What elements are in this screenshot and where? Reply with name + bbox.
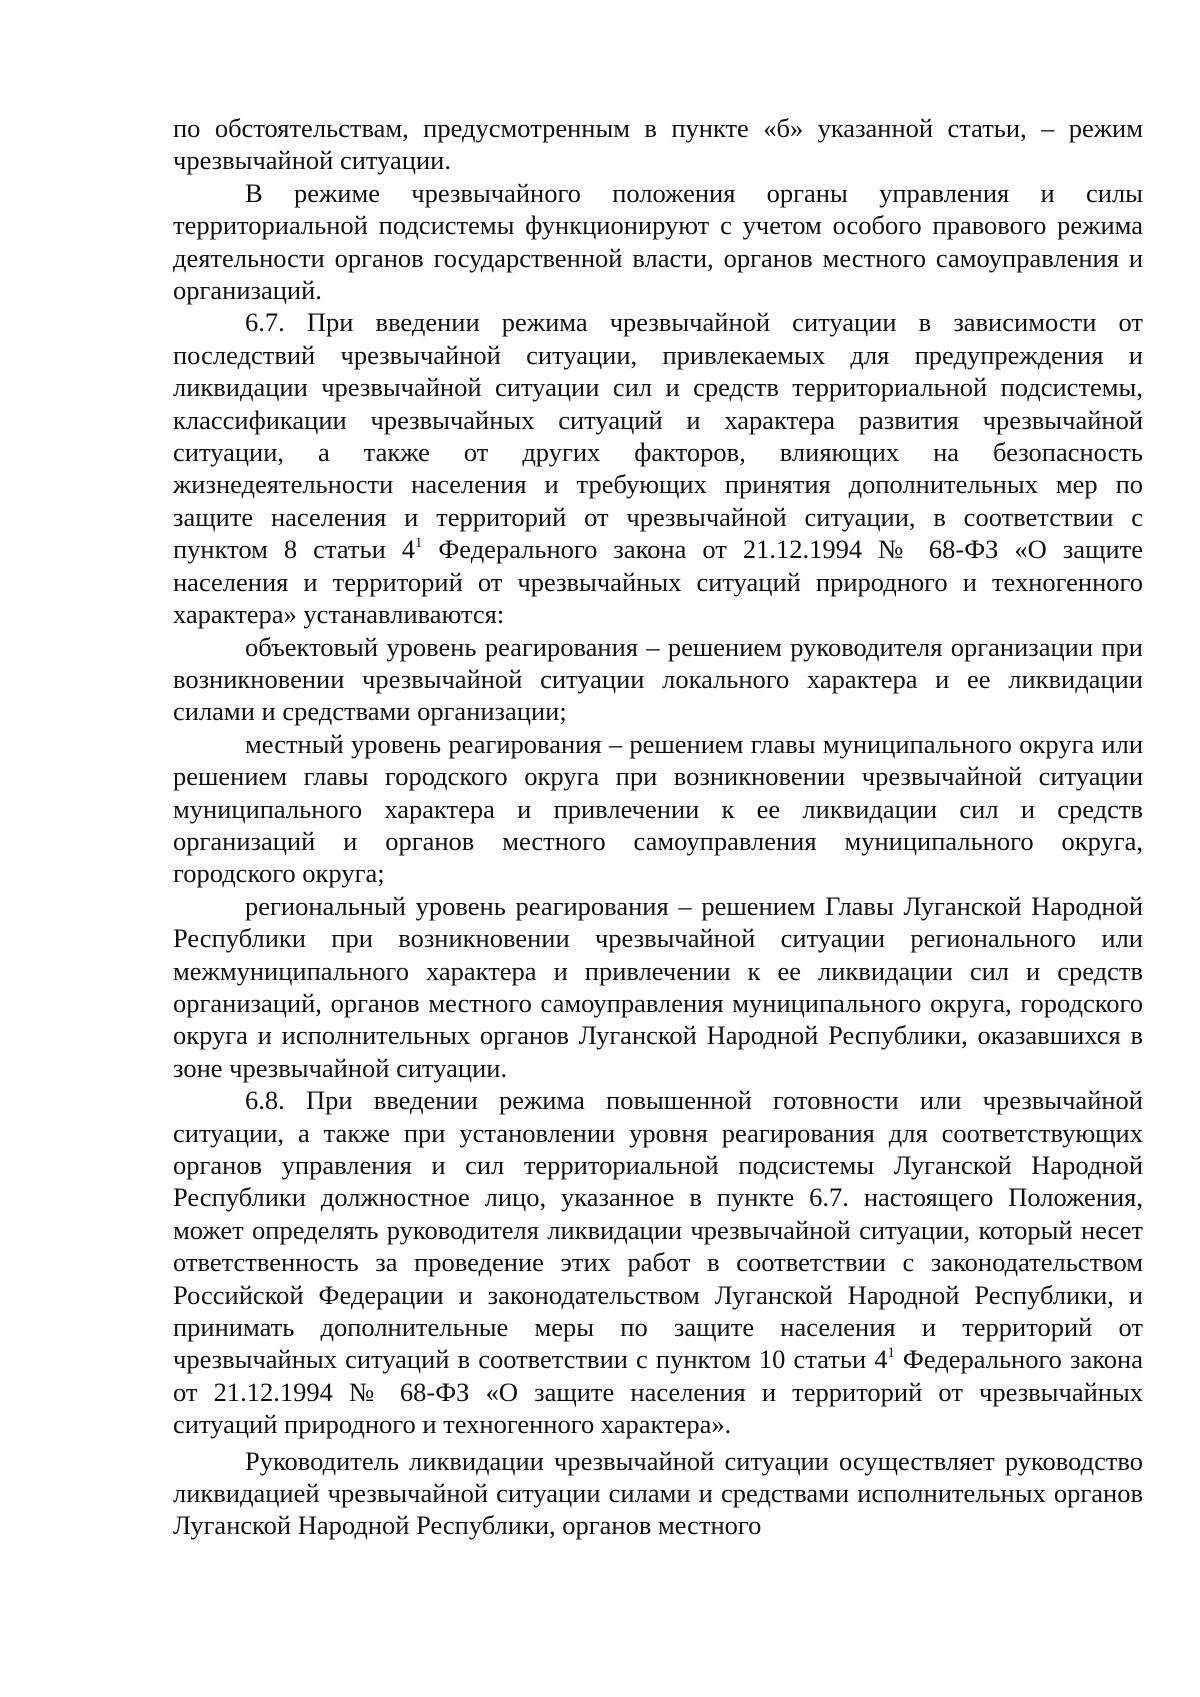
paragraph-6-7-text-before: 6.7. При введении режима чрезвычайной ситуации в зависимости от последствий чрезвычайной ситуации, привлекаемых для предупреждения и ликвидации чрезвычайной ситуации сил и средств территориальной подсистемы, классификации чрезвычайных ситуаций и характера развития чрезвычайной ситуации, а также от других факторов, влияющих на безопасность жизнедеятельности населения и требующих принятия дополнительных мер по защите населения и территорий от чрезвычайной ситуации, в соответствии с пунктом 8 статьи 4 <box>173 307 1143 565</box>
superscript-article-index: 1 <box>415 535 423 552</box>
paragraph-6-7 <box>173 306 1143 630</box>
document-page <box>173 112 1143 1542</box>
paragraph-6-7-text-after: Федерального закона от 21.12.1994 № 68-ФЗ «О защите населения и территорий от чрезвычайных ситуаций природного и техногенного характера» устанавливаются: <box>173 534 1143 630</box>
paragraph-liquidation-head: Руководитель ликвидации чрезвычайной ситуации осуществляет руководство ликвидацией чрезвычайной ситуации силами и средствами исполнительных органов Луганской Народной Республики, органов местного <box>173 1445 1143 1541</box>
paragraph-regime-emergency-situation: по обстоятельствам, предусмотренным в пункте «б» указанной статьи, – режим чрезвычайной ситуации. <box>173 113 1143 176</box>
paragraph-6-8-text-before: 6.8. При введении режима повышенной готовности или чрезвычайной ситуации, а также при установлении уровня реагирования для соответствующих органов управления и сил территориальной подсистемы Луганской Народной Республики должностное лицо, указанное в пункте 6.7. настоящего Положения, может определять руководителя ликвидации чрезвычайной ситуации, который несет ответственность за проведение этих работ в соответствии с законодательством Российской Федерации и законодательством Луганской Народной Республики, и принимать дополнительные меры по защите населения и территорий от чрезвычайных ситуаций в соответствии с пунктом 10 статьи 4 <box>173 1085 1143 1375</box>
paragraph-state-of-emergency-regime: В режиме чрезвычайного положения органы управления и силы территориальной подсистемы функционируют с учетом особого правового режима деятельности органов государственной власти, органов местного самоуправления и организаций. <box>173 177 1143 306</box>
paragraph-object-response-level: объектовый уровень реагирования – решением руководителя организации при возникновении чрезвычайной ситуации локального характера и ее ликвидации силами и средствами организации; <box>173 631 1143 727</box>
superscript-article-index: 1 <box>887 1345 895 1362</box>
paragraph-local-response-level: местный уровень реагирования – решением главы муниципального округа или решением главы городского округа при возникновении чрезвычайной ситуации муниципального характера и привлечении к ее ликвидации сил и средств организаций и органов местного самоуправления муниципального округа, городского округа; <box>173 728 1143 889</box>
paragraph-6-8 <box>173 1084 1143 1440</box>
paragraph-regional-response-level: региональный уровень реагирования – решением Главы Луганской Народной Республики при возникновении чрезвычайной ситуации регионального или межмуниципального характера и привлечении к ее ликвидации сил и средств организаций, органов местного самоуправления муниципального округа, городского округа и исполнительных органов Луганской Народной Республики, оказавшихся в зоне чрезвычайной ситуации. <box>173 890 1143 1083</box>
paragraph-6-8-text-after: Федерального закона от 21.12.1994 № 68-ФЗ «О защите населения и территорий от чрезвычайных ситуаций природного и техногенного характера». <box>173 1344 1144 1440</box>
